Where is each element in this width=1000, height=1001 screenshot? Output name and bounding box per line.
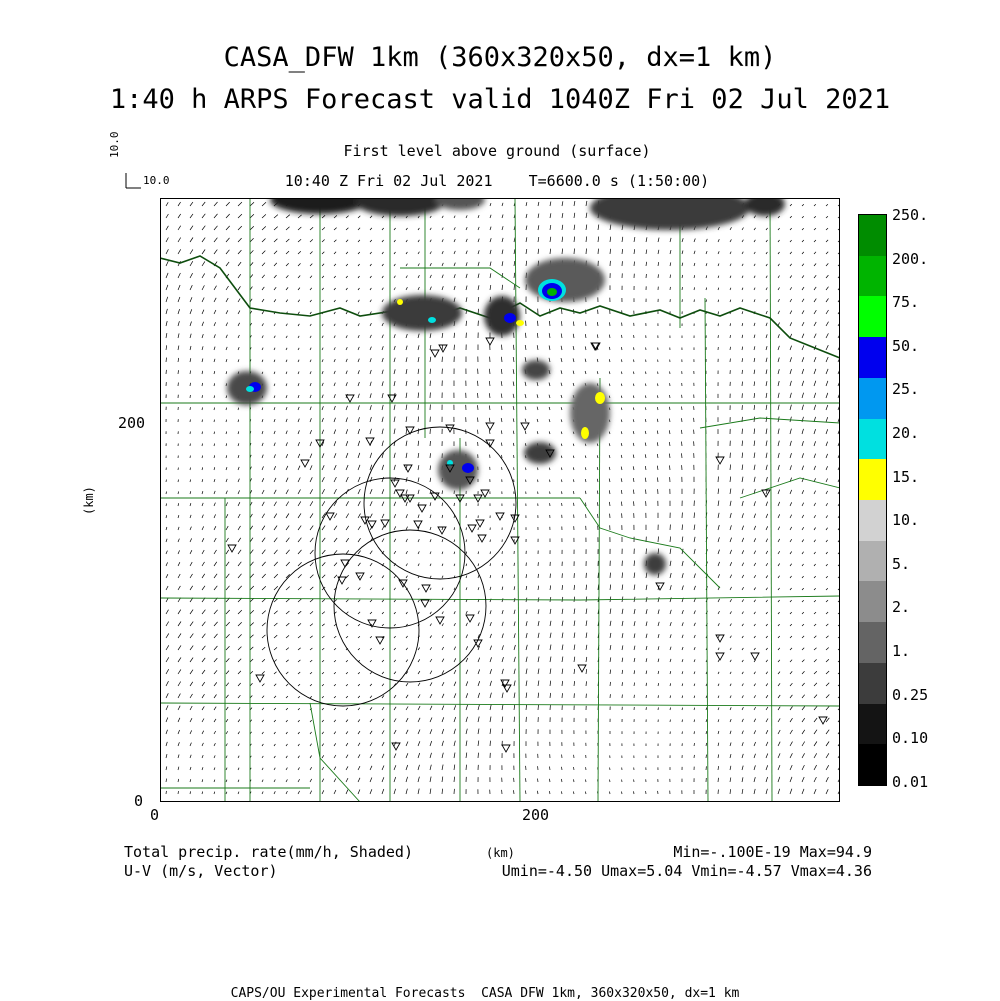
y-axis-label: (km) [82, 486, 96, 515]
shaded-field-range: Min=-.100E-19 Max=94.9 [673, 843, 872, 861]
level-subtitle: First level above ground (surface) [0, 142, 994, 160]
legend-label: 75. [892, 293, 919, 311]
y-tick-0: 0 [134, 792, 143, 810]
vector-field-label: U-V (m/s, Vector) [124, 862, 278, 880]
shaded-field-label: Total precip. rate(mm/h, Shaded) [124, 843, 413, 861]
legend-label: 50. [892, 337, 919, 355]
x-tick-200: 200 [522, 806, 549, 824]
legend-swatch [859, 378, 886, 419]
legend-label: 0.25 [892, 686, 928, 704]
y-tick-200: 200 [118, 414, 145, 432]
plot-background [160, 198, 840, 802]
x-tick-0: 0 [150, 806, 159, 824]
legend-label: 0.10 [892, 729, 928, 747]
legend-swatch [859, 541, 886, 582]
vector-field-range: Umin=-4.50 Umax=5.04 Vmin=-4.57 Vmax=4.36 [502, 862, 872, 880]
legend-swatch [859, 704, 886, 745]
legend-label: 1. [892, 642, 910, 660]
legend-swatch [859, 419, 886, 460]
legend-swatch [859, 337, 886, 378]
credit-line: CAPS/OU Experimental Forecasts CASA DFW 1km, 360x320x50, dx=1 km [0, 986, 970, 1001]
legend-swatch [859, 744, 886, 785]
legend-swatch [859, 459, 886, 500]
map-plot [160, 198, 840, 802]
legend-swatch [859, 581, 886, 622]
reference-vector-vertical-label: 10.0 [108, 132, 121, 159]
legend-label: 5. [892, 555, 910, 573]
legend-swatch [859, 256, 886, 297]
reference-vector-horizontal-label: 10.0 [143, 174, 170, 187]
legend-label: 15. [892, 468, 919, 486]
title-line-1: CASA_DFW 1km (360x320x50, dx=1 km) [0, 42, 1000, 73]
legend-label: 10. [892, 511, 919, 529]
legend-swatch [859, 296, 886, 337]
legend-swatch [859, 500, 886, 541]
title-line-2: 1:40 h ARPS Forecast valid 1040Z Fri 02 Jul 2021 [0, 84, 1000, 115]
legend-label: 20. [892, 424, 919, 442]
color-legend [858, 214, 887, 786]
legend-label: 0.01 [892, 773, 928, 791]
x-axis-label: (km) [486, 846, 515, 860]
time-subtitle: 10:40 Z Fri 02 Jul 2021 T=6600.0 s (1:50:00) [0, 172, 994, 190]
legend-label: 25. [892, 380, 919, 398]
legend-label: 200. [892, 250, 928, 268]
legend-label: 250. [892, 206, 928, 224]
legend-swatch [859, 215, 886, 256]
legend-swatch [859, 622, 886, 663]
legend-swatch [859, 663, 886, 704]
legend-label: 2. [892, 598, 910, 616]
